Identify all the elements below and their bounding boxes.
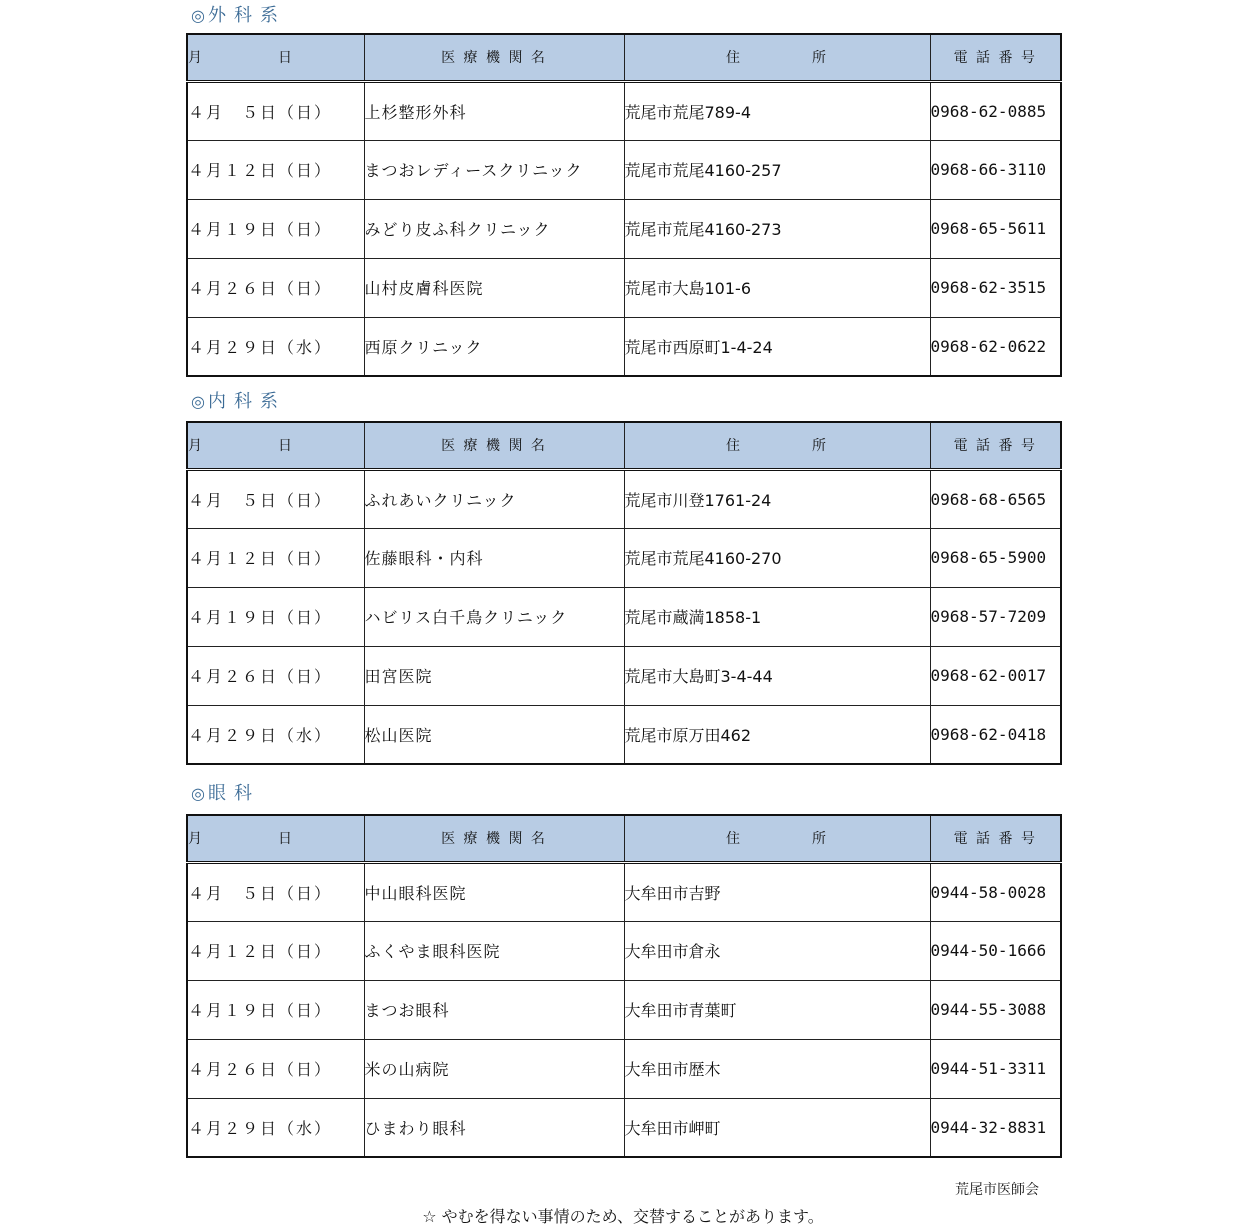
header-address: 住 所	[624, 34, 930, 81]
institution-cell: ふくやま眼科医院	[364, 921, 624, 980]
address-cell: 大牟田市倉永	[624, 921, 930, 980]
table-header-row	[187, 34, 1061, 81]
double-circle-icon: ◎	[191, 392, 206, 411]
address-cell: 荒尾市荒尾4160-270	[624, 528, 930, 587]
phone-cell: 0968-66-3110	[930, 140, 1061, 199]
institution-cell: ハビリス白千鳥クリニック	[364, 587, 624, 646]
table-row	[187, 587, 1061, 646]
table-row	[187, 528, 1061, 587]
date-cell: ４月２６日（日）	[187, 1039, 364, 1098]
schedule-table-surgery	[186, 33, 1062, 377]
header-institution: 医 療 機 関 名	[364, 815, 624, 862]
date-cell: ４月１２日（日）	[187, 140, 364, 199]
footer-note: ☆ やむを得ない事情のため、交替することがあります。	[422, 1207, 824, 1226]
header-institution: 医 療 機 関 名	[364, 34, 624, 81]
schedule-table-internal	[186, 421, 1062, 765]
institution-cell: 米の山病院	[364, 1039, 624, 1098]
table-row	[187, 980, 1061, 1039]
phone-cell: 0944-55-3088	[930, 980, 1061, 1039]
address-cell: 荒尾市荒尾4160-273	[624, 199, 930, 258]
table-row	[187, 258, 1061, 317]
institution-cell: ひまわり眼科	[364, 1098, 624, 1157]
header-address: 住 所	[624, 422, 930, 469]
section-title-text: 外科系	[207, 5, 286, 26]
institution-cell: まつお眼科	[364, 980, 624, 1039]
address-cell: 荒尾市荒尾789-4	[624, 81, 930, 140]
address-cell: 荒尾市西原町1-4-24	[624, 317, 930, 376]
header-phone: 電 話 番 号	[930, 815, 1061, 862]
header-institution: 医 療 機 関 名	[364, 422, 624, 469]
section-title-surgery	[191, 4, 286, 28]
header-phone: 電 話 番 号	[930, 34, 1061, 81]
header-date: 月 日	[187, 815, 364, 862]
date-cell: ４月２９日（水）	[187, 1098, 364, 1157]
institution-cell: 上杉整形外科	[364, 81, 624, 140]
date-cell: ４月 ５日（日）	[187, 469, 364, 528]
table-row	[187, 469, 1061, 528]
institution-cell: 中山眼科医院	[364, 862, 624, 921]
organization-name: 荒尾市医師会	[955, 1182, 1039, 1198]
phone-cell: 0944-50-1666	[930, 921, 1061, 980]
address-cell: 荒尾市大島101-6	[624, 258, 930, 317]
date-cell: ４月１９日（日）	[187, 199, 364, 258]
institution-cell: まつおレディースクリニック	[364, 140, 624, 199]
date-cell: ４月 ５日（日）	[187, 81, 364, 140]
address-cell: 荒尾市川登1761-24	[624, 469, 930, 528]
institution-cell: 西原クリニック	[364, 317, 624, 376]
address-cell: 荒尾市荒尾4160-257	[624, 140, 930, 199]
header-date: 月 日	[187, 422, 364, 469]
address-cell: 大牟田市青葉町	[624, 980, 930, 1039]
date-cell: ４月１９日（日）	[187, 980, 364, 1039]
phone-cell: 0944-58-0028	[930, 862, 1061, 921]
date-cell: ４月２９日（水）	[187, 705, 364, 764]
section-title-internal	[191, 390, 286, 414]
institution-cell: 田宮医院	[364, 646, 624, 705]
address-cell: 荒尾市蔵満1858-1	[624, 587, 930, 646]
header-address: 住 所	[624, 815, 930, 862]
institution-cell: ふれあいクリニック	[364, 469, 624, 528]
header-date: 月 日	[187, 34, 364, 81]
phone-cell: 0968-62-3515	[930, 258, 1061, 317]
table-row	[187, 705, 1061, 764]
phone-cell: 0968-62-0622	[930, 317, 1061, 376]
table-row	[187, 1039, 1061, 1098]
address-cell: 荒尾市大島町3-4-44	[624, 646, 930, 705]
phone-cell: 0944-32-8831	[930, 1098, 1061, 1157]
table-row	[187, 317, 1061, 376]
table-row	[187, 921, 1061, 980]
double-circle-icon: ◎	[191, 6, 206, 25]
double-circle-icon: ◎	[191, 784, 206, 803]
date-cell: ４月１２日（日）	[187, 528, 364, 587]
institution-cell: 佐藤眼科・内科	[364, 528, 624, 587]
table-row	[187, 646, 1061, 705]
phone-cell: 0968-68-6565	[930, 469, 1061, 528]
phone-cell: 0968-65-5900	[930, 528, 1061, 587]
institution-cell: みどり皮ふ科クリニック	[364, 199, 624, 258]
institution-cell: 山村皮膚科医院	[364, 258, 624, 317]
phone-cell: 0968-65-5611	[930, 199, 1061, 258]
date-cell: ４月１２日（日）	[187, 921, 364, 980]
address-cell: 荒尾市原万田462	[624, 705, 930, 764]
phone-cell: 0944-51-3311	[930, 1039, 1061, 1098]
table-header-row	[187, 815, 1061, 862]
phone-cell: 0968-62-0418	[930, 705, 1061, 764]
header-phone: 電 話 番 号	[930, 422, 1061, 469]
date-cell: ４月２６日（日）	[187, 258, 364, 317]
table-row	[187, 862, 1061, 921]
table-row	[187, 140, 1061, 199]
phone-cell: 0968-62-0017	[930, 646, 1061, 705]
institution-cell: 松山医院	[364, 705, 624, 764]
schedule-table-ophthalmology	[186, 814, 1062, 1158]
phone-cell: 0968-62-0885	[930, 81, 1061, 140]
section-title-text: 内科系	[207, 391, 286, 412]
table-row	[187, 81, 1061, 140]
address-cell: 大牟田市吉野	[624, 862, 930, 921]
table-header-row	[187, 422, 1061, 469]
date-cell: ４月１９日（日）	[187, 587, 364, 646]
section-title-text: 眼科	[207, 783, 260, 804]
phone-cell: 0968-57-7209	[930, 587, 1061, 646]
table-row	[187, 199, 1061, 258]
address-cell: 大牟田市歴木	[624, 1039, 930, 1098]
table-row	[187, 1098, 1061, 1157]
date-cell: ４月 ５日（日）	[187, 862, 364, 921]
date-cell: ４月２９日（水）	[187, 317, 364, 376]
section-title-ophthalmology	[191, 782, 260, 806]
address-cell: 大牟田市岬町	[624, 1098, 930, 1157]
date-cell: ４月２６日（日）	[187, 646, 364, 705]
